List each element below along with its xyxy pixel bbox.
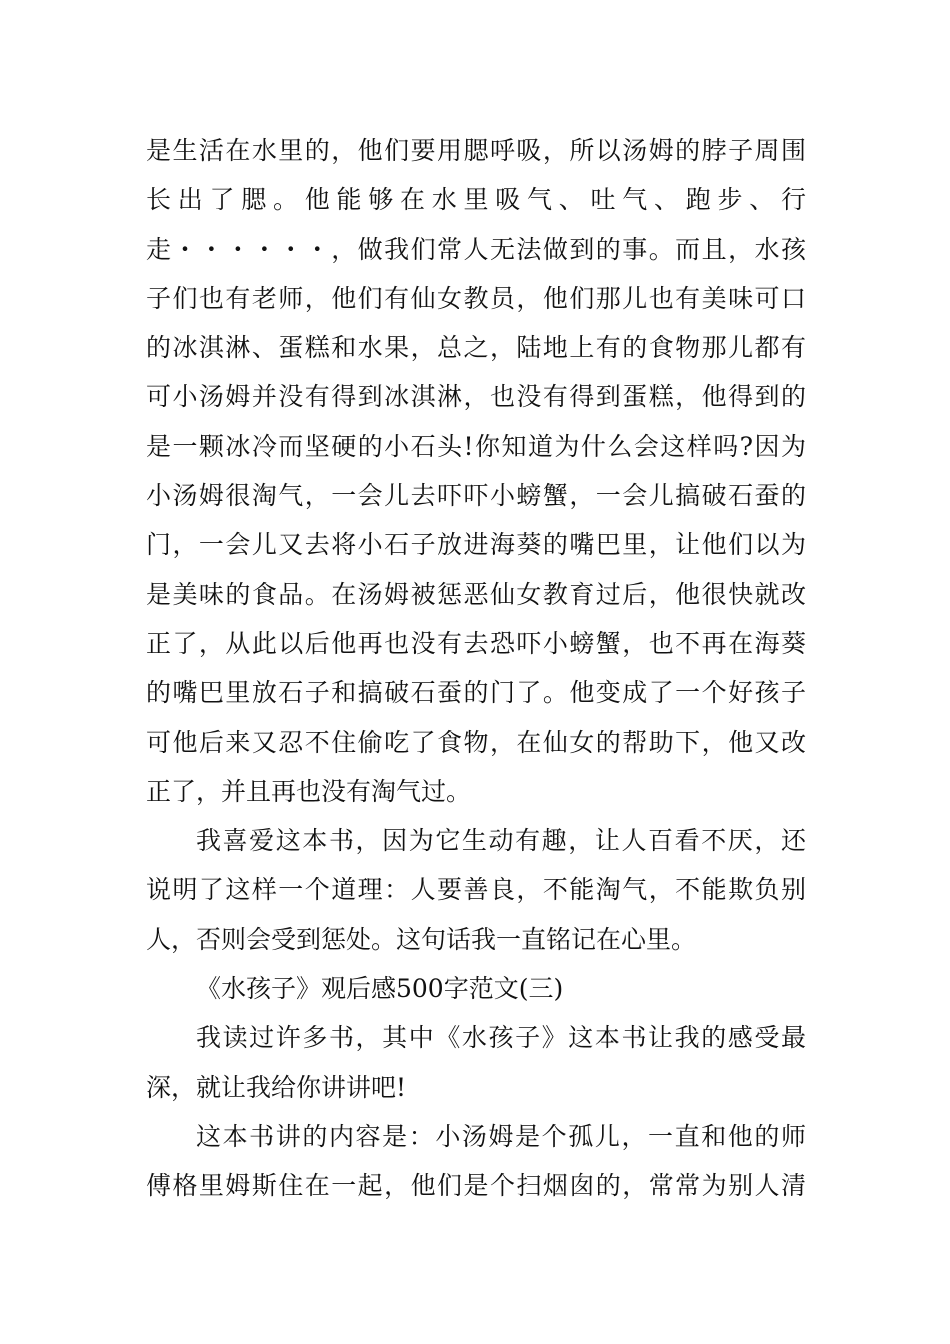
paragraph-first-line: 我读过许多书，其中《水孩子》这本书让我的感受最 xyxy=(196,1023,806,1053)
text-line: 子们也有老师，他们有仙女教员，他们那儿也有美味可口 xyxy=(146,283,806,313)
text-line: 是美味的食品。在汤姆被惩恶仙女教育过后，他很快就改 xyxy=(146,579,806,609)
text-line: 说明了这样一个道理：人要善良，不能淘气，不能欺负别 xyxy=(146,875,806,905)
text-line: 正了，从此以后他再也没有去恐吓小螃蟹，也不再在海葵 xyxy=(146,628,806,658)
text-line: 是一颗冰冷而坚硬的小石头!你知道为什么会这样吗?因为 xyxy=(146,431,806,461)
text-line: 深，就让我给你讲讲吧! xyxy=(146,1072,407,1102)
document-body xyxy=(146,126,806,1211)
paragraph-first-line: 这本书讲的内容是：小汤姆是个孤儿，一直和他的师 xyxy=(196,1121,806,1151)
text-line: 的嘴巴里放石子和搞破石蚕的门了。他变成了一个好孩子 xyxy=(146,678,806,708)
text-line: 正了，并且再也没有淘气过。 xyxy=(146,776,472,806)
text-line: 人，否则会受到惩处。这句话我一直铭记在心里。 xyxy=(146,924,697,954)
text-line: 的冰淇淋、蛋糕和水果，总之，陆地上有的食物那儿都有 xyxy=(146,333,806,363)
text-line: 门，一会儿又去将小石子放进海葵的嘴巴里，让他们以为 xyxy=(146,530,806,560)
text-line: 走・・・・・・，做我们常人无法做到的事。而且，水孩 xyxy=(146,234,806,264)
text-line: 是生活在水里的，他们要用腮呼吸，所以汤姆的脖子周围 xyxy=(146,136,806,165)
text-line: 小汤姆很淘气，一会儿去吓吓小螃蟹，一会儿搞破石蚕的 xyxy=(146,481,806,511)
text-line: 长出了腮。他能够在水里吸气、吐气、跑步、行 xyxy=(146,185,806,215)
section-heading: 《水孩子》观后感500字范文(三) xyxy=(196,974,564,1004)
paragraph-first-line: 我喜爱这本书，因为它生动有趣，让人百看不厌，还 xyxy=(196,826,806,856)
text-line: 可他后来又忍不住偷吃了食物，在仙女的帮助下，他又改 xyxy=(146,727,806,757)
text-line: 傅格里姆斯住在一起，他们是个扫烟囱的，常常为别人清 xyxy=(146,1171,806,1201)
text-line: 可小汤姆并没有得到冰淇淋，也没有得到蛋糕，他得到的 xyxy=(146,382,806,412)
